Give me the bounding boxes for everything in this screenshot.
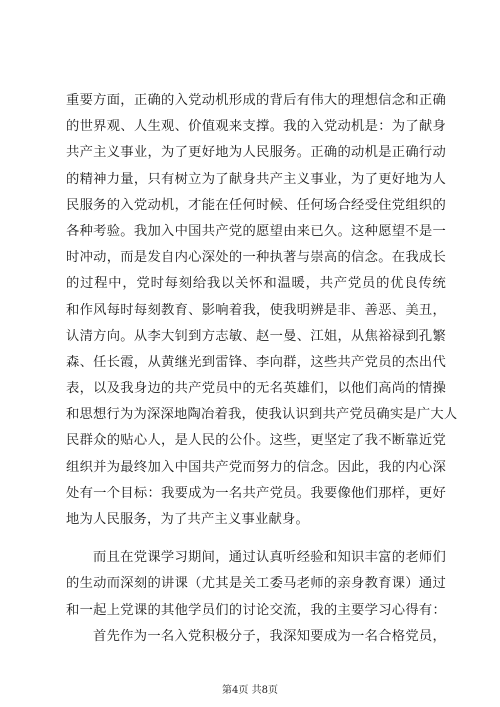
text-line: 民群众的贴心人，是人民的公仆。这些，更坚定了我不断靠近党	[66, 433, 446, 449]
text-line: 各种考验。我加入中国共产党的愿望由来已久。这种愿望不是一	[66, 223, 446, 239]
text-line: 时冲动，而是发自内心深处的一种执著与崇高的信念。在我成长	[66, 250, 446, 266]
text-line: 森、任长霞，从黄继光到雷锋、李向群，这些共产党员的杰出代	[66, 354, 446, 370]
text-line: 的过程中，党时每刻给我以关怀和温暖，共产党员的优良传统	[66, 276, 446, 292]
text-line: 认清方向。从李大钊到方志敏、赵一曼、江姐，从焦裕禄到孔繁	[66, 328, 446, 344]
text-line: 处有一个目标：我要成为一名共产党员。我要像他们那样，更好	[66, 485, 446, 501]
paragraph-2	[66, 545, 446, 650]
text-line: 的精神力量，只有树立为了献身共产主义事业，为了更好地为人	[66, 171, 446, 187]
text-line: 的生动而深刻的讲课（尤其是关工委马老师的亲身教育课）通过	[66, 576, 446, 592]
body-text	[66, 88, 458, 650]
text-line: 地为人民服务，为了共产主义事业献身。	[66, 512, 309, 527]
text-line: 而且在党课学习期间，通过认真听经验和知识丰富的老师们	[93, 550, 446, 566]
text-line: 组织并为最终加入中国共产党而努力的信念。因此，我的内心深	[66, 459, 446, 475]
text-line: 共产主义事业，为了更好地为人民服务。正确的动机是正确行动	[66, 145, 446, 161]
text-line: 和一起上党课的其他学员们的讨论交流，我的主要学习心得有：	[66, 602, 446, 618]
text-line: 的世界观、人生观、价值观来支撑。我的入党动机是：为了献身	[66, 119, 446, 135]
text-line: 和作风每时每刻教育、影响着我，使我明辨是非、善恶、美丑，	[66, 302, 446, 318]
paragraph-1	[66, 88, 458, 533]
page-footer: 第4页 共8页	[222, 685, 278, 696]
paragraph-gap	[66, 533, 446, 545]
text-line: 重要方面，正确的入党动机形成的背后有伟大的理想信念和正确	[66, 93, 446, 108]
text-line: 表，以及我身边的共产党员中的无名英雄们，以他们高尚的情操	[66, 381, 446, 397]
text-line: 首先作为一名入党积极分子，我深知要成为一名合格党员，	[93, 628, 446, 644]
text-line: 民服务的入党动机，才能在任何时候、任何场合经受住党组织的	[66, 197, 446, 213]
text-line: 和思想行为为深深地陶冶着我，使我认识到共产党员确实是广大人	[66, 407, 458, 423]
